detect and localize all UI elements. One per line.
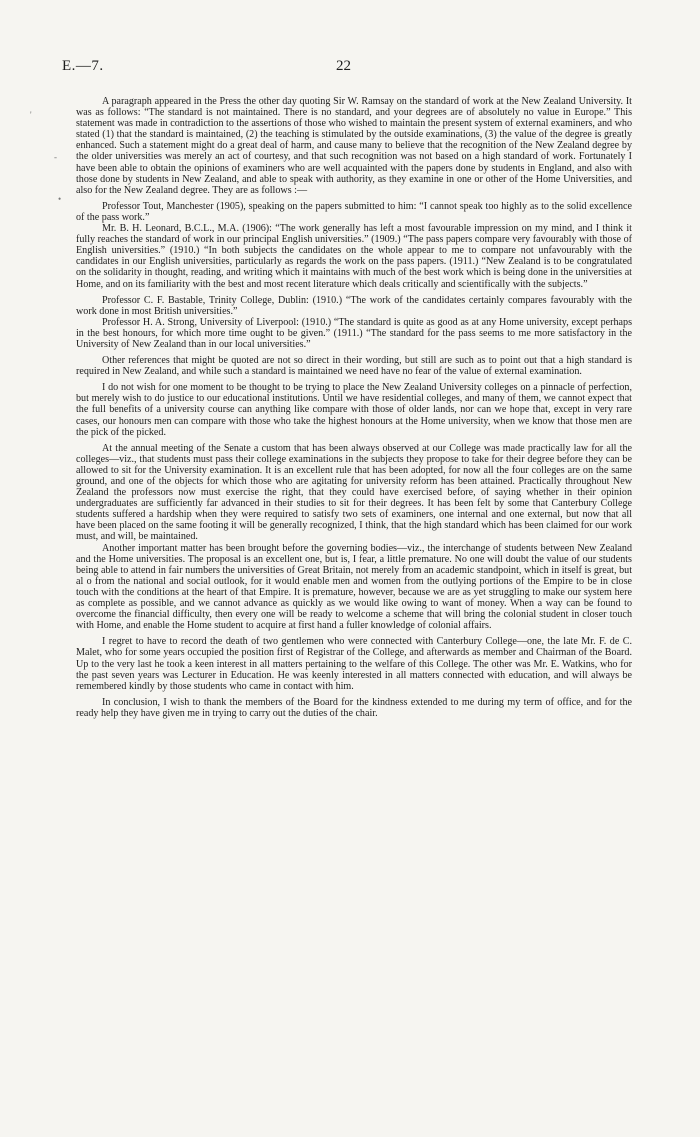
- paragraph-professor-strong: Professor H. A. Strong, University of Liverpool: (1910.) “The standard is quite as good as at any Home university, except perhaps in the best honours, for which more time ought to be given.” (1911.) “The standard for the pass seems to me more satisfactory in the University of New Zealand than in our local universities.”: [76, 316, 632, 350]
- paragraph-interchange-of-students: Another important matter has been brought before the governing bodies—viz., the interchange of students between New Zealand and the Home universities. The proposal is an excellent one, but is, I fear, a little premature. No one will doubt the value of our students being able to attend in fair numbers the universities of Great Britain, not merely from an academic standpoint, which in itself is great, but al o from the national and social outlook, for it would enable men and women from the outlying portions of the Empire to be in close touch with the conditions at the heart of that Empire. It is premature, however, because we are as yet struggling to make our system here as complete as possible, and we cannot advance as quickly as we would like owing to want of money. When a way can be found to overcome the financial difficulty, then every one will be ready to welcome a scheme that will bring the colonial student in closer touch with Home, and enable the Home student to acquire at first hand a fuller knowledge of colonial affairs.: [76, 542, 632, 632]
- paragraph-mr-leonard: Mr. B. H. Leonard, B.C.L., M.A. (1906): “The work generally has left a most favourable impression on my mind, and I think it fully reaches the standard of work in our principal English universities.” (1909.) “The pass papers compare very favourably with those of English universities.” (1910.) “In both subjects the candidates on the whole appear to me to compare not unfavourably with the candidates in our English universities, particularly as regards the work on the pass papers. (1911.) “New Zealand is to be congratulated on the solidarity in thought, reading, and writing which it maintains with much of the best work which is being done in the universities at Home, and on its familiarity with the best and most recent literature which deals critically and scientifically with the subjects.”: [76, 223, 632, 290]
- paragraph-standard-of-work: A paragraph appeared in the Press the other day quoting Sir W. Ramsay on the standard of work at the New Zealand University. It was as follows: “The standard is not maintained. There is no standard, and your degrees are of absolutely no value in Europe.” This statement was made in contradiction to the assertions of those who wished to maintain the present system of external examiners, and who stated (1) that the standard is maintained, (2) the teaching is stimulated by the outside examinations, (3) the value of the degree is greatly enhanced. Such a statement might do a great deal of harm, and cause many to believe that the recognition of the New Zealand degree by the older universities was merely an act of courtesy, and that such recognition was not based on a high standard of work. Fortunately I have been able to obtain the opinions of examiners who are well acquainted with the papers done by students in England, and also with those done by students in New Zealand, and able to speak with authority, as they examine in one or other of the Home Universities, and also for the New Zealand degree. They are as follows :—: [76, 96, 632, 196]
- paragraph-professor-bastable: Professor C. F. Bastable, Trinity College, Dublin: (1910.) “The work of the candidates certainly compares favourably with the work done in most British universities.”: [76, 294, 632, 317]
- paragraph-professor-tout: Professor Tout, Manchester (1905), speaking on the papers submitted to him: “I cannot speak too highly as to the solid excellence of the pass work.”: [76, 200, 632, 223]
- paragraph-university-colleges: I do not wish for one moment to be thought to be trying to place the New Zealand University colleges on a pinnacle of perfection, but merely wish to do justice to our educational institutions. Until we have residential colleges, and many of them, we cannot expect that the full benefits of a university course can anything like compare with those of older lands, nor can we hope that, except in very rare cases, our honours men can compare with those who take the highest honours at the Home university, when we know that those men are the pick of the picked.: [76, 382, 632, 438]
- parliamentary-paper-ref: E.—7.: [62, 58, 104, 74]
- margin-mark: -: [54, 152, 57, 162]
- margin-mark: •: [58, 194, 62, 204]
- margin-mark: ': [30, 110, 32, 120]
- paragraph-other-references: Other references that might be quoted are not so direct in their wording, but still are such as to point out that a high standard is required in New Zealand, and while such a standard is maintained we need have no fear of the value of external examination.: [76, 355, 632, 378]
- report-body: [76, 96, 632, 724]
- paragraph-senate-meeting: At the annual meeting of the Senate a custom that has been always observed at our College was made practically law for all the colleges—viz., that students must pass their college examinations in the subjects they propose to take for their degree before they can be allowed to sit for the University examination. It is an excellent rule that has been adopted, for now all the four colleges are on the same ground, and one of the objects for which those who are agitating for university reform has been attained. Practically throughout New Zealand the professors now must exercise the right, that they could have exercised before, of saying whether in their opinion undergraduates are sufficiently far advanced in their studies to sit for their degrees. It has been felt by some that Canterbury College students suffered a hardship when they were required to satisfy two sets of examiners, one internal and one external, but now that all have been placed on the same footing it will be generally recognized, I think, that the high standard which has been claimed for our work must, and will, be maintained.: [76, 442, 632, 543]
- paragraph-obituaries: I regret to have to record the death of two gentlemen who were connected with Canterbury College—one, the late Mr. F. de C. Malet, who for some years occupied the position first of Registrar of the College, and afterwards as member and Chairman of the Board. Up to the very last he took a keen interest in all matters pertaining to the welfare of this College. The other was Mr. E. Watkins, who for the past seven years was Lecturer in Education. He was keenly interested in all matters connected with education, and will always be remembered kindly by those students who came in contact with him.: [76, 636, 632, 692]
- page-header: [0, 58, 700, 80]
- paragraph-conclusion: In conclusion, I wish to thank the members of the Board for the kindness extended to me during my term of office, and for the ready help they have given me in trying to carry out the duties of the chair.: [76, 696, 632, 719]
- page-number: 22: [336, 58, 351, 74]
